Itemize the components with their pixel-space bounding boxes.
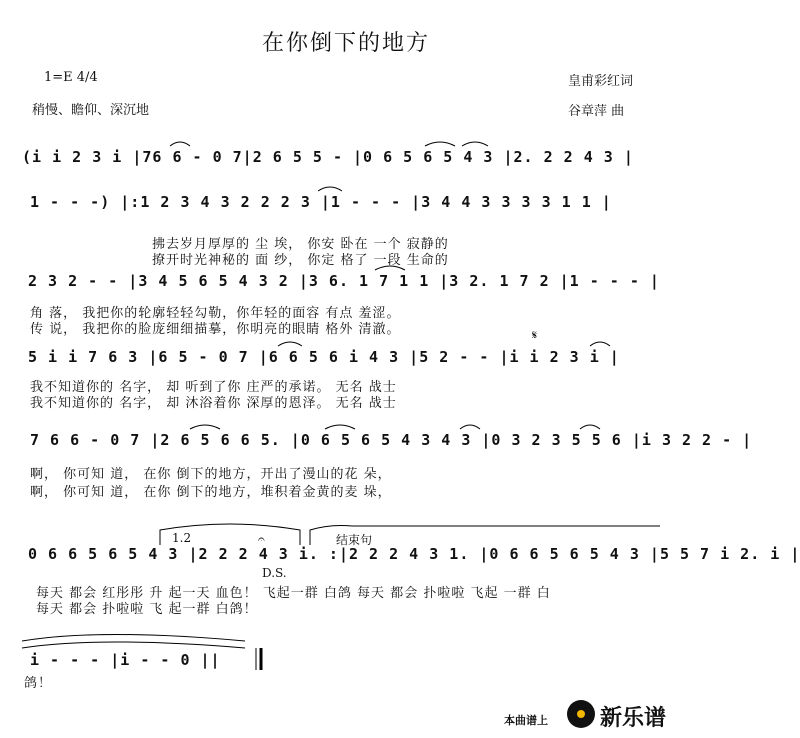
- ds-mark: D.S.: [262, 566, 287, 580]
- notation-row-2: 1 - - -) |:1 2 3 4 3 2 2 2 3 |1 - - - |3 4 4 3 3 3 3 1 1 |: [30, 193, 612, 211]
- lyric-row-3-verse-2: 传 说， 我把你的脸庞细细描摹，你明亮的眼睛 格外 清澈。: [30, 322, 401, 337]
- notation-row-5: 7 6 6 - 0 7 |2 6 5 6 6 5. |0 6 5 6 5 4 3 4 3 |0 3 2 3 5 5 6 |i 3 2 2 - |: [30, 431, 753, 449]
- lyric-row-4-verse-1: 我不知道你的 名字， 却 听到了你 庄严的承诺。 无名 战士: [30, 380, 397, 395]
- notation-row-6: 0 6 6 5 6 5 4 3 |2 2 2 4 3 i. :|2 2 2 4 3 1. |0 6 6 5 6 5 4 3 |5 5 7 i 2. i |: [28, 545, 800, 563]
- lyric-row-6-verse-1: 每天 都会 红彤彤 升 起一天 血色！ 飞起一群 白鸽 每天 都会 扑啦啦 飞起 一群 白: [36, 586, 551, 601]
- composer-credit: 谷章萍 曲: [568, 104, 625, 119]
- record-label-dot: [577, 710, 585, 718]
- lyric-row-6-verse-2: 每天 都会 扑啦啦 飞 起一群 白鸽！: [36, 602, 258, 617]
- notation-row-4: 5 i i 7 6 3 |6 5 - 0 7 |6 6 5 6 i 4 3 |5 2 - - |i i 2 3 i |: [28, 348, 620, 366]
- lyric-row-3-verse-1: 角 落， 我把你的轮廓轻轻勾勒，你年轻的面容 有点 羞涩。: [30, 306, 401, 321]
- lyric-row-2-verse-1: 拂去岁月厚厚的 尘 埃， 你安 卧在 一个 寂静的: [152, 237, 449, 252]
- lyricist-credit: 皇甫彩红词: [568, 74, 634, 89]
- notation-row-1: (i i 2 3 i |76 6 - 0 7|2 6 5 5 - |0 6 5 6 5 4 3 |2. 2 2 4 3 |: [22, 148, 634, 166]
- notation-row-7: i - - - |i - - 0 ||: [30, 651, 221, 669]
- lyric-row-5-verse-1: 啊， 你可知 道， 在你 倒下的地方，开出了漫山的花 朵，: [30, 467, 392, 482]
- lyric-row-7: 鸽！: [24, 676, 53, 691]
- notation-row-3: 2 3 2 - - |3 4 5 6 5 4 3 2 |3 6. 1 7 1 1 |3 2. 1 7 2 |1 - - - |: [28, 272, 660, 290]
- vinyl-record-icon: [567, 700, 595, 728]
- lyric-row-2-verse-2: 撩开时光神秘的 面 纱， 你定 格了 一段 生命的: [152, 253, 449, 268]
- song-title: 在你倒下的地方: [262, 31, 431, 56]
- first-ending-label: 1.2: [172, 531, 192, 545]
- lyric-row-5-verse-2: 啊， 你可知 道， 在你 倒下的地方，堆积着金黄的麦 垛，: [30, 485, 392, 500]
- footer-brand-logo[interactable]: 新乐谱: [600, 706, 667, 731]
- tempo-marking: 稍慢、瞻仰、深沉地: [32, 103, 150, 118]
- fermata-mark: 𝄐: [258, 532, 265, 546]
- coda-label: 结束句: [336, 533, 373, 547]
- lyric-row-4-verse-2: 我不知道你的 名字， 却 沐浴着你 深厚的恩泽。 无名 战士: [30, 396, 397, 411]
- footer-prefix: 本曲谱上: [504, 714, 548, 727]
- key-meter: 1=E 4/4: [44, 70, 98, 85]
- segno-mark: 𝄋: [532, 328, 538, 342]
